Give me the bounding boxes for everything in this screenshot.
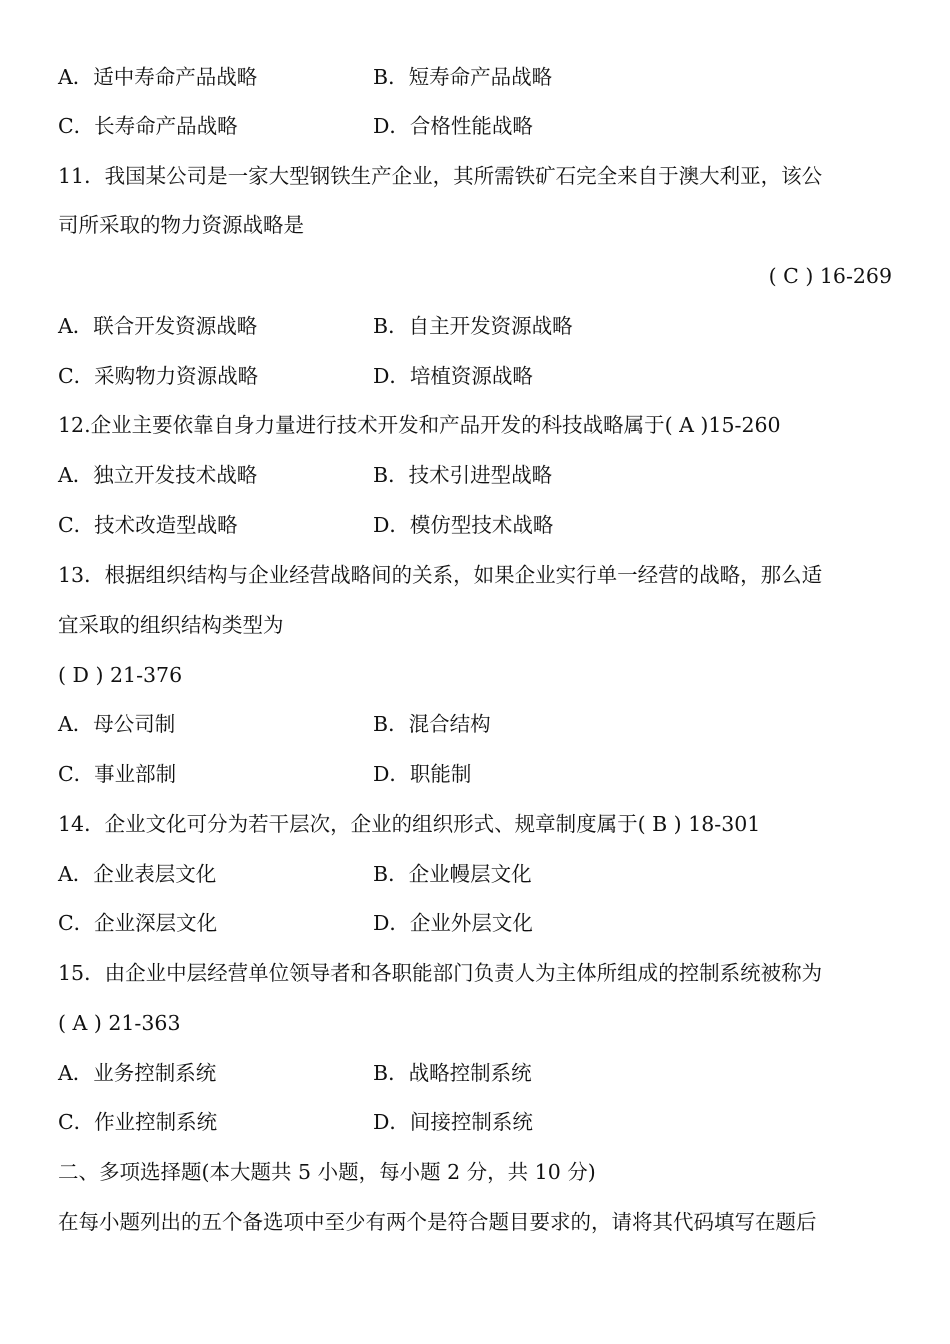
question-12-text: 12.企业主要依靠自身力量进行技术开发和产品开发的科技战略属于( A )15-260	[58, 413, 781, 437]
question-15-answer: ( A ) 21-363	[58, 1011, 181, 1035]
question-14-text: 14．企业文化可分为若干层次，企业的组织形式、规章制度属于( B ) 18-301	[58, 812, 761, 836]
option-b: B．自主开发资源战略	[373, 314, 573, 338]
option-d: D．培植资源战略	[373, 364, 533, 388]
question-13-text-cont: 宜采取的组织结构类型为	[58, 613, 284, 637]
question-15-text: 15．由企业中层经营单位领导者和各职能部门负责人为主体所组成的控制系统被称为	[58, 961, 823, 985]
option-a: A．母公司制	[58, 712, 176, 736]
option-a: A．独立开发技术战略	[58, 463, 258, 487]
question-11-answer: ( C ) 16-269	[768, 264, 892, 288]
option-d: D．企业外层文化	[373, 911, 533, 935]
option-c: C．长寿命产品战略	[58, 114, 238, 138]
option-a: A．业务控制系统	[58, 1061, 217, 1085]
option-c: C．企业深层文化	[58, 911, 218, 935]
question-13-answer: ( D ) 21-376	[58, 663, 183, 687]
option-a: A．联合开发资源战略	[58, 314, 258, 338]
section-instructions: 在每小题列出的五个备选项中至少有两个是符合题目要求的，请将其代码填写在题后	[58, 1210, 817, 1234]
question-11-text: 11．我国某公司是一家大型钢铁生产企业，其所需铁矿石完全来自于澳大利亚，该公	[58, 164, 823, 188]
option-b: B．战略控制系统	[373, 1061, 532, 1085]
option-b: B．企业幔层文化	[373, 862, 532, 886]
option-a: A．企业表层文化	[58, 862, 217, 886]
option-c: C．事业部制	[58, 762, 177, 786]
option-c: C．采购物力资源战略	[58, 364, 259, 388]
section-heading: 二、多项选择题(本大题共 5 小题，每小题 2 分，共 10 分)	[58, 1160, 596, 1184]
option-b: B．混合结构	[373, 712, 491, 736]
question-13-text: 13．根据组织结构与企业经营战略间的关系，如果企业实行单一经营的战略，那么适	[58, 563, 823, 587]
option-b: B．技术引进型战略	[373, 463, 553, 487]
option-d: D．职能制	[373, 762, 472, 786]
question-11-text-cont: 司所采取的物力资源战略是	[58, 213, 304, 237]
option-c: C．作业控制系统	[58, 1110, 218, 1134]
option-d: D．模仿型技术战略	[373, 513, 554, 537]
option-d: D．间接控制系统	[373, 1110, 533, 1134]
option-b: B．短寿命产品战略	[373, 65, 553, 89]
option-a: A．适中寿命产品战略	[58, 65, 258, 89]
option-c: C．技术改造型战略	[58, 513, 238, 537]
option-d: D．合格性能战略	[373, 114, 533, 138]
